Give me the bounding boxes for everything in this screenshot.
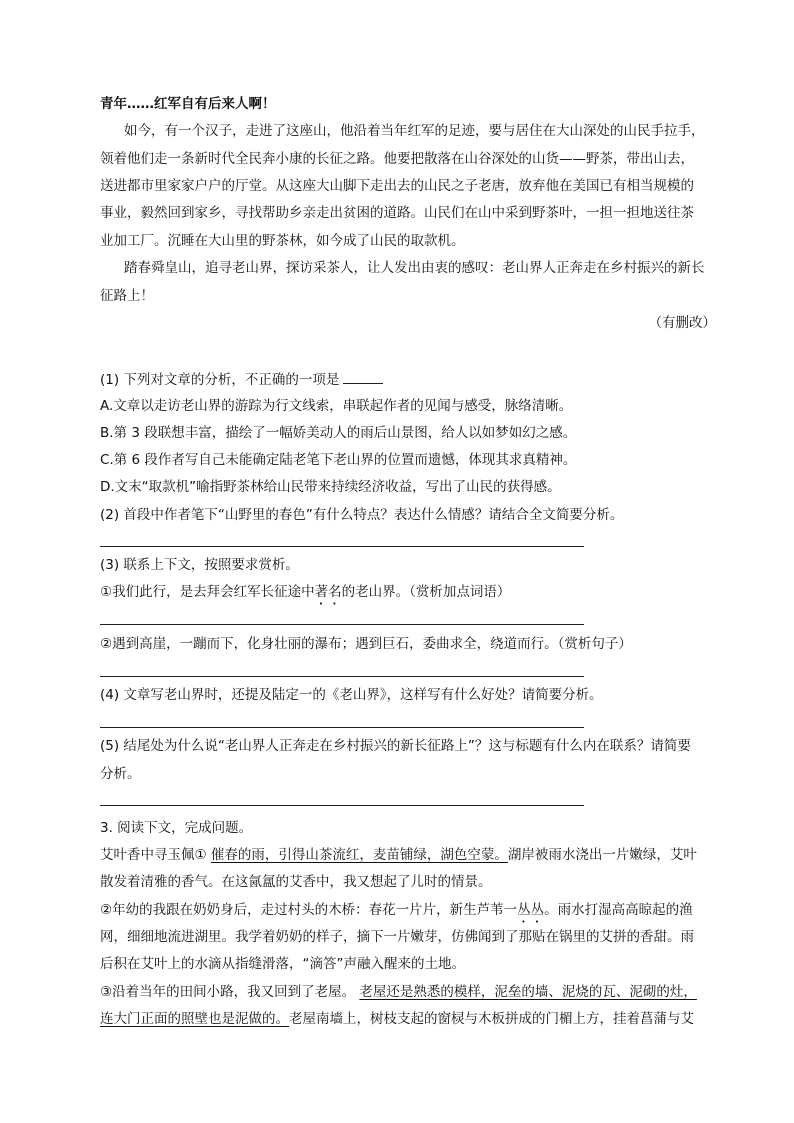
question-3-stem: (3) 联系上下文，按照要求赏析。 [100,557,299,573]
question-2: (2) 首段中作者笔下“山野里的春色”有什么特点？表达什么情感？请结合全文简要分析。 [100,507,624,523]
answer-line-q2[interactable] [100,546,584,547]
answer-line-q4[interactable] [100,727,584,728]
p3-underlined-1: 老屋还是熟悉的模样，泥垒的墙、泥烧的瓦、泥砌的灶， [359,984,697,1000]
q3-1-suffix: 的老山界。（赏析加点词语） [341,584,511,600]
p2-dotted-word: 丛丛 [517,902,545,918]
section-3-paragraph-2 [100,900,693,926]
section-3-paragraph-3 [100,982,697,1002]
answer-line-q5[interactable] [100,805,584,806]
question-3-1 [100,582,510,608]
question-5-line-2: 分析。 [100,766,141,782]
answer-line-q3-1[interactable] [100,624,584,625]
question-1-text: (1) 下列对文章的分析，不正确的一项是 [100,372,340,388]
section-3-paragraph-2-line-3: 后积在艾叶上的水滴从指缝滑落，“滴答”声融入醒来的土地。 [100,956,465,972]
section-3-paragraph-3-line-2 [100,1009,694,1029]
p2-end: 。雨水打湿高高晾起的渔 [544,902,693,918]
passage-line-5: 事业，毅然回到家乡，寻找帮助乡亲走出贫困的道路。山民们在山中采到野茶叶，一担一担地送往茶 [100,205,694,221]
p3-underlined-2: 连大门正面的照壁也是泥做的。 [100,1011,289,1027]
option-a: A.文章以走访老山界的游踪为行文线索，串联起作者的见闻与感受，脉络清晰。 [100,398,573,414]
answer-blank[interactable] [343,369,383,384]
p2-start: ②年幼的我跟在奶奶身后，走过村头的木桥：春花一片片，新生芦苇一 [100,902,518,918]
question-1-stem [100,369,383,390]
section-3-paragraph-2-line-2: 网，细细地流进湖里。我学着奶奶的样子，摘下一片嫩芽，仿佛闻到了那贴在锅里的艾拼的香甜。雨 [100,929,694,945]
question-5-line-1: (5) 结尾处为什么说“老山界人正奔走在乡村振兴的新长征路上”？这与标题有什么内在联系？请简要 [100,738,691,754]
p1-underlined: 催春的雨，引得山茶流红，麦苗铺绿，湖色空蒙。 [210,847,508,863]
p3-rest: 老屋南墙上，树枝支起的窗棂与木板拼成的门楣上方，挂着菖蒲与艾 [289,1011,694,1027]
option-d: D.文末“取款机”喻指野茶林给山民带来持续经济收益，写出了山民的获得感。 [100,479,561,495]
p1-rest: 湖岸被雨水浇出一片嫩绿，艾叶 [507,847,697,863]
passage-line-1: 青年……红军自有后来人啊！ [100,96,276,112]
p1-title: 艾叶香中寻玉佩① [100,847,211,863]
option-c: C.第 6 段作者写自己未能确定陆老笔下老山界的位置而遗憾，体现其求真精神。 [100,452,577,468]
q3-1-prefix: ①我们此行，是去拜会红军长征途中 [100,584,315,600]
source-note: （有删改） [648,315,716,331]
passage-line-4: 送进都市里家家户户的厅堂。从这座大山脚下走出去的山民之子老唐，放弃他在美国已有相当规模的 [100,178,694,194]
question-3-2: ②遇到高崖，一蹦而下，化身壮丽的瀑布；遇到巨石，委曲求全，绕道而行。（赏析句子） [100,636,632,652]
answer-line-q3-2[interactable] [100,676,584,677]
section-3-heading: 3. 阅读下文，完成问题。 [100,820,253,836]
section-3-paragraph-1 [100,845,697,865]
passage-line-8: 征路上！ [100,288,154,304]
passage-line-3: 领着他们走一条新时代全民奔小康的长征之路。他要把散落在山谷深处的山货——野茶，带出山去， [100,151,694,167]
p3-start: ③沿着当年的田间小路，我又回到了老屋。 [100,984,360,1000]
option-b: B.第 3 段联想丰富，描绘了一幅娇美动人的雨后山景图，给人以如梦如幻之感。 [100,425,577,441]
passage-paragraph-final: 踏春舜皇山，追寻老山界，探访采茶人，让人发出由衷的感叹：老山界人正奔走在乡村振兴的新长 [124,260,705,276]
q3-1-dotted-word: 著名 [314,584,342,600]
passage-line-6: 业加工厂。沉睡在大山里的野茶林，如今成了山民的取款机。 [100,233,465,249]
section-3-paragraph-1-line-2: 散发着清雅的香气。在这氤氲的艾香中，我又想起了儿时的情景。 [100,874,492,890]
passage-paragraph-now: 如今，有一个汉子，走进了这座山，他沿着当年红军的足迹，要与居住在大山深处的山民手拉手， [124,123,705,139]
question-4: (4) 文章写老山界时，还提及陆定一的《老山界》，这样写有什么好处？请简要分析。 [100,687,603,703]
